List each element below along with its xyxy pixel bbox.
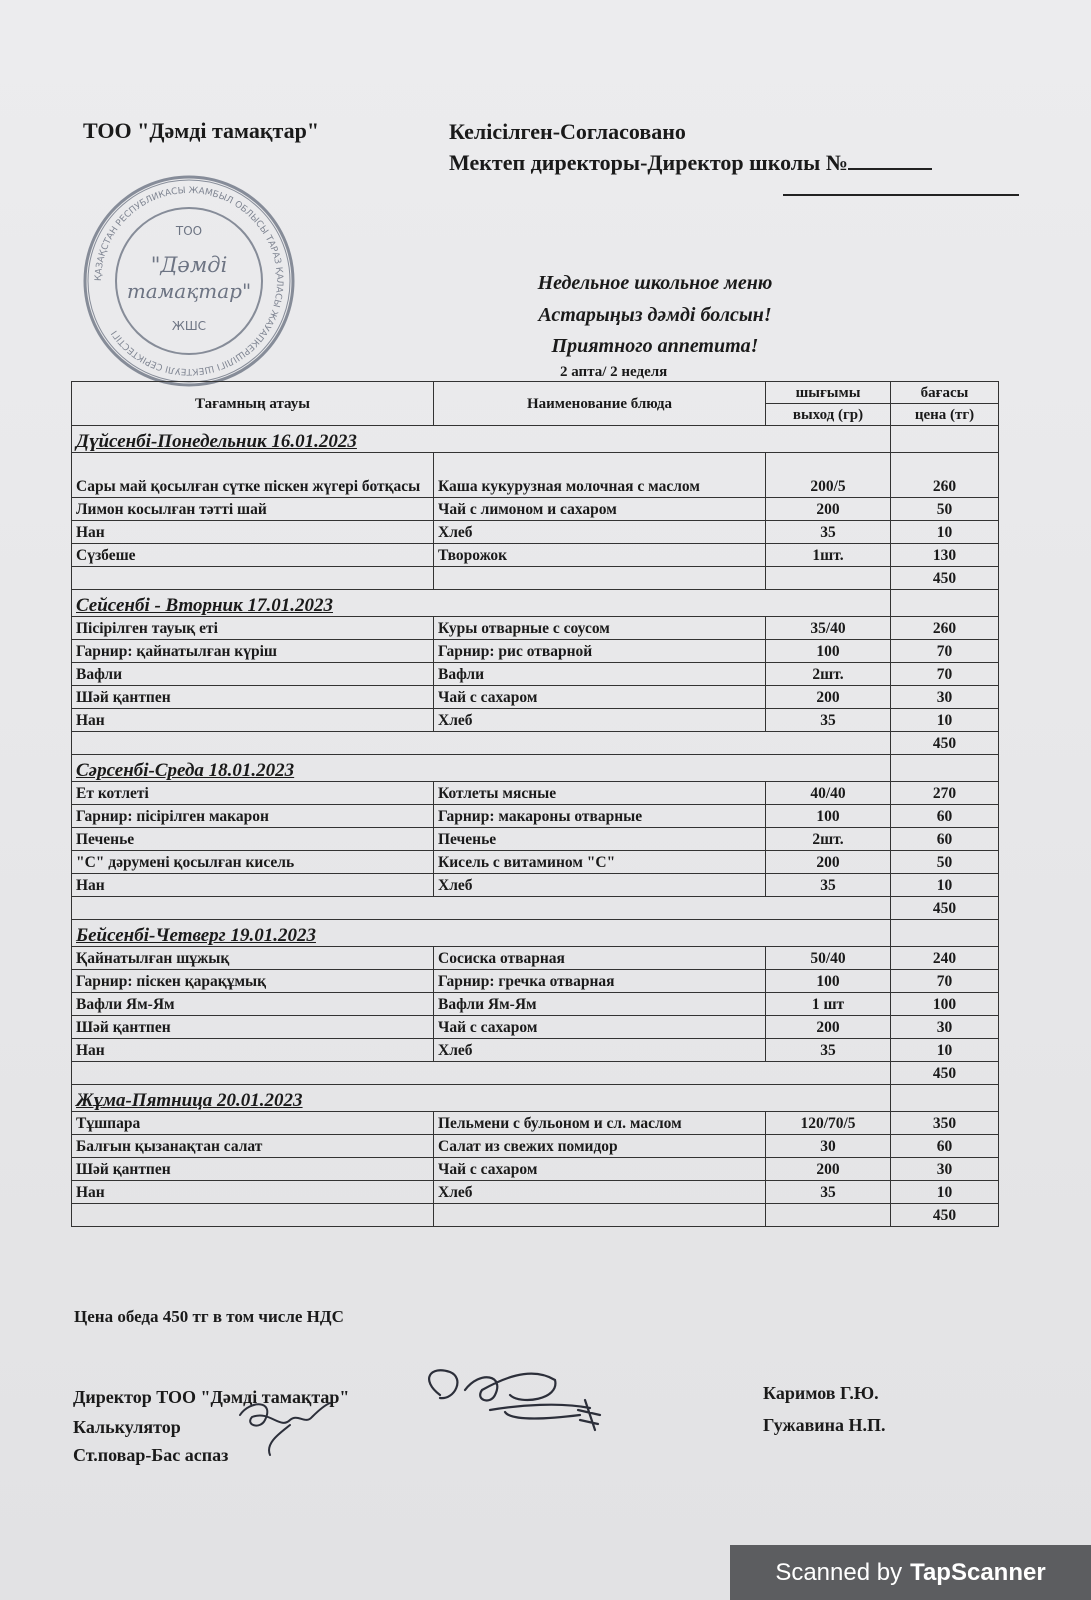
dish-output: 120/70/5 [766, 1112, 891, 1135]
day-total: 450 [891, 897, 999, 920]
table-row [72, 521, 999, 544]
dish-price: 30 [891, 1158, 999, 1181]
table-row [72, 1039, 999, 1062]
table-row [72, 970, 999, 993]
director-label: Директор ТОО "Дәмді тамақтар" [73, 1387, 350, 1407]
day-row [72, 755, 999, 782]
table-row [72, 686, 999, 709]
col-header-kz: Тағамның атауы [72, 382, 434, 426]
table-row [72, 828, 999, 851]
dish-price: 270 [891, 782, 999, 805]
col-header-price-kz: бағасы [891, 382, 999, 404]
table-row [72, 1135, 999, 1158]
dish-ru: Хлеб [434, 1039, 766, 1062]
dish-ru: Гарнир: гречка отварная [434, 970, 766, 993]
dish-ru: Каша кукурузная молочная с маслом [434, 453, 766, 498]
stamp-outer-text: ҚАЗАҚСТАН РЕСПУБЛИКАСЫ ЖАМБЫЛ ОБЛЫСЫ ТАРАЗ ҚАЛАСЫ ЖАУАПКЕРШІЛІГІ ШЕКТЕУЛІ СЕРІКТЕСТІГІ [93, 185, 285, 377]
stamp-inner-bottom: ЖШС [171, 319, 207, 333]
calculator-name: Гужавина Н.П. [763, 1415, 886, 1435]
table-row [72, 805, 999, 828]
dish-kz: Балғын қызанақтан салат [72, 1135, 434, 1158]
dish-kz: Нан [72, 874, 434, 897]
total-row [72, 1062, 999, 1085]
dish-ru: Чай с сахаром [434, 1158, 766, 1181]
dish-price: 240 [891, 947, 999, 970]
header-row-1 [72, 382, 999, 404]
dish-price: 60 [891, 1135, 999, 1158]
company-stamp [80, 172, 298, 390]
watermark-prefix: Scanned by [775, 1558, 903, 1586]
dish-ru: Кисель с витамином "С" [434, 851, 766, 874]
table-row [72, 617, 999, 640]
dish-output: 200 [766, 851, 891, 874]
dish-ru: Салат из свежих помидор [434, 1135, 766, 1158]
dish-kz: Лимон косылған тәтті шай [72, 498, 434, 521]
calculator-signature [220, 1395, 350, 1465]
total-row [72, 1204, 999, 1227]
dish-output: 100 [766, 970, 891, 993]
table-row [72, 1158, 999, 1181]
table-row [72, 851, 999, 874]
dish-output: 100 [766, 805, 891, 828]
dish-ru: Котлеты мясные [434, 782, 766, 805]
approval-label: Мектеп директоры-Директор школы № [449, 150, 848, 175]
total-row [72, 732, 999, 755]
dish-ru: Вафли [434, 663, 766, 686]
dish-kz: Нан [72, 1181, 434, 1204]
chef-label: Ст.повар-Бас аспаз [73, 1445, 229, 1465]
dish-price: 10 [891, 1039, 999, 1062]
dish-kz: Ет котлеті [72, 782, 434, 805]
total-row [72, 897, 999, 920]
total-row [72, 567, 999, 590]
dish-price: 30 [891, 686, 999, 709]
dish-price: 130 [891, 544, 999, 567]
price-note: Цена обеда 450 тг в том числе НДС [74, 1307, 344, 1326]
day-title: Сәрсенбі-Среда 18.01.2023 [76, 760, 295, 781]
dish-price: 10 [891, 874, 999, 897]
dish-output: 1 шт [766, 993, 891, 1016]
dish-output: 100 [766, 640, 891, 663]
table-row [72, 782, 999, 805]
dish-price: 50 [891, 498, 999, 521]
approval-line1: Келісілген-Согласовано [449, 119, 686, 144]
company-name: ТОО "Дәмді тамақтар" [83, 118, 320, 143]
table-row [72, 993, 999, 1016]
col-header-output-kz: шығымы [766, 382, 891, 404]
watermark-brand: TapScanner [910, 1558, 1046, 1586]
dish-price: 50 [891, 851, 999, 874]
director-name: Каримов Г.Ю. [763, 1383, 879, 1403]
school-number-blank [848, 148, 932, 170]
dish-price: 60 [891, 828, 999, 851]
dish-price: 70 [891, 970, 999, 993]
dish-ru: Вафли Ям-Ям [434, 993, 766, 1016]
day-title: Бейсенбі-Четверг 19.01.2023 [76, 925, 316, 946]
day-total: 450 [891, 1204, 999, 1227]
dish-kz: Қайнатылған шұжық [72, 947, 434, 970]
dish-price: 60 [891, 805, 999, 828]
dish-kz: Шәй қантпен [72, 1016, 434, 1039]
dish-ru: Гарнир: рис отварной [434, 640, 766, 663]
dish-output: 35 [766, 709, 891, 732]
dish-ru: Чай с лимоном и сахаром [434, 498, 766, 521]
col-header-output-ru: выход (гр) [766, 404, 891, 426]
dish-price: 10 [891, 1181, 999, 1204]
table-row [72, 663, 999, 686]
stamp-inner-top: ТОО [175, 224, 203, 238]
table-row [72, 947, 999, 970]
dish-output: 50/40 [766, 947, 891, 970]
dish-output: 35 [766, 1039, 891, 1062]
dish-ru: Хлеб [434, 874, 766, 897]
dish-ru: Хлеб [434, 521, 766, 544]
dish-ru: Творожок [434, 544, 766, 567]
day-total: 450 [891, 1062, 999, 1085]
dish-price: 260 [891, 453, 999, 498]
menu-table [71, 381, 999, 1227]
dish-ru: Хлеб [434, 1181, 766, 1204]
table-row [72, 498, 999, 521]
dish-kz: Нан [72, 1039, 434, 1062]
week-label: 2 апта/ 2 неделя [560, 364, 668, 380]
dish-kz: Вафли Ям-Ям [72, 993, 434, 1016]
day-total: 450 [891, 567, 999, 590]
dish-kz: Гарнир: піскен қарақұмық [72, 970, 434, 993]
dish-kz: Вафли [72, 663, 434, 686]
dish-output: 1шт. [766, 544, 891, 567]
dish-ru: Хлеб [434, 709, 766, 732]
dish-kz: "С" дәрумені қосылған кисель [72, 851, 434, 874]
menu-title-ru: Недельное школьное меню [537, 272, 773, 294]
dish-output: 35 [766, 521, 891, 544]
dish-price: 70 [891, 663, 999, 686]
dish-price: 10 [891, 521, 999, 544]
menu-wish-ru: Приятного аппетита! [551, 335, 759, 357]
dish-output: 30 [766, 1135, 891, 1158]
dish-price: 350 [891, 1112, 999, 1135]
table-row [72, 453, 999, 498]
table-row [72, 544, 999, 567]
dish-output: 200/5 [766, 453, 891, 498]
dish-output: 200 [766, 498, 891, 521]
dish-kz: Сары май қосылған сүтке піскен жүгері ботқасы [72, 453, 434, 498]
col-header-price-ru: цена (тг) [891, 404, 999, 426]
calculator-label: Калькулятор [73, 1417, 181, 1437]
day-title: Сейсенбі - Вторник 17.01.2023 [76, 595, 333, 616]
day-title: Жұма-Пятница 20.01.2023 [76, 1090, 303, 1111]
dish-output: 40/40 [766, 782, 891, 805]
dish-ru: Куры отварные с соусом [434, 617, 766, 640]
dish-ru: Чай с сахаром [434, 1016, 766, 1039]
dish-price: 100 [891, 993, 999, 1016]
dish-output: 35 [766, 1181, 891, 1204]
dish-kz: Пісірілген тауық еті [72, 617, 434, 640]
dish-price: 70 [891, 640, 999, 663]
stamp-name-line1: "Дәмді [150, 253, 228, 277]
day-row [72, 426, 999, 453]
table-row [72, 640, 999, 663]
approval-block [449, 116, 932, 178]
dish-price: 260 [891, 617, 999, 640]
dish-ru: Гарнир: макароны отварные [434, 805, 766, 828]
dish-kz: Гарнир: қайнатылған күріш [72, 640, 434, 663]
dish-kz: Гарнир: пісірілген макарон [72, 805, 434, 828]
day-title: Дүйсенбі-Понедельник 16.01.2023 [76, 431, 357, 452]
day-row [72, 1085, 999, 1112]
table-row [72, 1181, 999, 1204]
dish-kz: Шәй қантпен [72, 1158, 434, 1181]
table-row [72, 874, 999, 897]
dish-output: 35/40 [766, 617, 891, 640]
dish-price: 10 [891, 709, 999, 732]
dish-output: 2шт. [766, 828, 891, 851]
dish-kz: Шәй қантпен [72, 686, 434, 709]
dish-kz: Печенье [72, 828, 434, 851]
director-signature [410, 1360, 620, 1440]
dish-ru: Печенье [434, 828, 766, 851]
dish-kz: Тұшпара [72, 1112, 434, 1135]
dish-output: 200 [766, 1158, 891, 1181]
stamp-name-line2: тамақтар" [126, 279, 252, 303]
table-row [72, 709, 999, 732]
col-header-ru: Наименование блюда [434, 382, 766, 426]
dish-kz: Сүзбеше [72, 544, 434, 567]
day-total: 450 [891, 732, 999, 755]
dish-output: 35 [766, 874, 891, 897]
dish-ru: Пельмени с бульоном и сл. маслом [434, 1112, 766, 1135]
dish-output: 2шт. [766, 663, 891, 686]
dish-kz: Нан [72, 521, 434, 544]
dish-ru: Сосиска отварная [434, 947, 766, 970]
dish-output: 200 [766, 1016, 891, 1039]
table-row [72, 1016, 999, 1039]
menu-wish-kz: Астарыңыз дәмді болсын! [538, 304, 772, 326]
signature-blank-line [783, 194, 1019, 196]
dish-price: 30 [891, 1016, 999, 1039]
day-row [72, 590, 999, 617]
dish-output: 200 [766, 686, 891, 709]
scanner-watermark [730, 1545, 1091, 1600]
approval-line2 [449, 147, 932, 178]
dish-kz: Нан [72, 709, 434, 732]
table-row [72, 1112, 999, 1135]
dish-ru: Чай с сахаром [434, 686, 766, 709]
day-row [72, 920, 999, 947]
